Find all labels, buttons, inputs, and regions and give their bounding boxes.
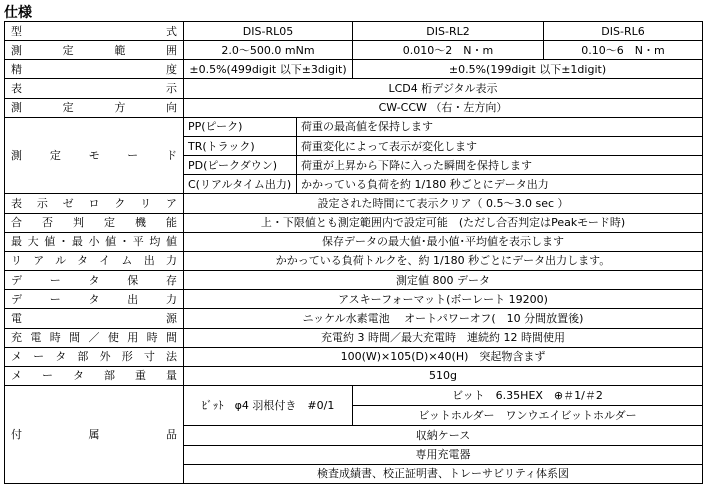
table-row bbox=[5, 79, 703, 98]
spec-label: 測定範囲 bbox=[5, 41, 184, 60]
spec-value: かかっている負荷トルクを、約 1/180 秒ごとにデータ出力します。 bbox=[184, 251, 703, 270]
table-row bbox=[5, 60, 703, 79]
spec-label: 最大値･最小値･平均値 bbox=[5, 232, 184, 251]
spec-value: 2.0～500.0 mNm bbox=[184, 41, 353, 60]
spec-value: アスキーフォーマット(ボーレート 19200) bbox=[184, 290, 703, 309]
spec-label: データ出力 bbox=[5, 290, 184, 309]
spec-value: CW-CCW （右・左方向） bbox=[184, 98, 703, 117]
spec-value: 510g bbox=[184, 366, 703, 385]
table-row bbox=[5, 385, 703, 405]
table-row bbox=[5, 22, 703, 41]
accessory-item: ビットホルダー ワンウエイビットホルダー bbox=[353, 406, 703, 426]
accessory-item: 専用充電器 bbox=[184, 445, 703, 464]
mode-desc: 荷重が上昇から下降に入った瞬間を保持します bbox=[297, 156, 703, 175]
spec-value: 上・下限値とも測定範囲内で設定可能 (ただし合否判定はPeakモード時) bbox=[184, 213, 703, 232]
spec-value: 100(W)×105(D)×40(H) 突起物含まず bbox=[184, 347, 703, 366]
mode-name: PP(ピーク) bbox=[184, 117, 297, 136]
spec-table bbox=[4, 21, 703, 484]
spec-value: 設定された時間にて表示クリア（ 0.5～3.0 sec ） bbox=[184, 194, 703, 213]
spec-label: メータ部重量 bbox=[5, 366, 184, 385]
mode-name: TR(トラック) bbox=[184, 136, 297, 155]
table-row bbox=[5, 290, 703, 309]
spec-value: DIS-RL2 bbox=[353, 22, 544, 41]
mode-name: C(リアルタイム出力) bbox=[184, 175, 297, 194]
spec-label: 合否判定機能 bbox=[5, 213, 184, 232]
spec-value: ±0.5%(199digit 以下±1digit) bbox=[353, 60, 703, 79]
spec-value: ±0.5%(499digit 以下±3digit) bbox=[184, 60, 353, 79]
spec-value: DIS-RL05 bbox=[184, 22, 353, 41]
mode-desc: かかっている負荷を約 1/180 秒ごとにデータ出力 bbox=[297, 175, 703, 194]
table-row bbox=[5, 194, 703, 213]
table-row bbox=[5, 366, 703, 385]
bit-group: ﾋﾞｯﾄ φ4 羽根付き #0/1 bbox=[184, 385, 353, 425]
spec-label: 表示 bbox=[5, 79, 184, 98]
mode-name: PD(ピークダウン) bbox=[184, 156, 297, 175]
spec-value: 充電約 3 時間／最大充電時 連続約 12 時間使用 bbox=[184, 328, 703, 347]
table-row bbox=[5, 41, 703, 60]
spec-label: 精度 bbox=[5, 60, 184, 79]
spec-label: 測定方向 bbox=[5, 98, 184, 117]
spec-value: ニッケル水素電池 オートパワーオフ( 10 分間放置後) bbox=[184, 309, 703, 328]
accessory-item: 収納ケース bbox=[184, 426, 703, 445]
spec-label: リアルタイム出力 bbox=[5, 251, 184, 270]
table-row bbox=[5, 328, 703, 347]
table-row bbox=[5, 309, 703, 328]
page-title: 仕様 bbox=[4, 5, 32, 21]
spec-label: 付属品 bbox=[5, 385, 184, 483]
spec-label: データ保存 bbox=[5, 271, 184, 290]
spec-value: LCD4 桁デジタル表示 bbox=[184, 79, 703, 98]
spec-label: 型式 bbox=[5, 22, 184, 41]
spec-label: 測定モード bbox=[5, 117, 184, 194]
table-row bbox=[5, 251, 703, 270]
table-row bbox=[5, 213, 703, 232]
spec-value: 0.010～2 N・m bbox=[353, 41, 544, 60]
table-row bbox=[5, 117, 703, 136]
accessory-item: ビット 6.35HEX ⊕＃1/＃2 bbox=[353, 385, 703, 405]
accessory-item: 検査成績書、校正証明書、トレーサビリティ体系図 bbox=[184, 464, 703, 483]
table-row bbox=[5, 98, 703, 117]
spec-value: 保存データの最大値･最小値･平均値を表示します bbox=[184, 232, 703, 251]
spec-value: 測定値 800 データ bbox=[184, 271, 703, 290]
table-row bbox=[5, 271, 703, 290]
table-row bbox=[5, 232, 703, 251]
spec-value: DIS-RL6 bbox=[544, 22, 703, 41]
spec-label: 表示ゼロクリア bbox=[5, 194, 184, 213]
table-row bbox=[5, 347, 703, 366]
spec-label: メータ部外形寸法 bbox=[5, 347, 184, 366]
spec-label: 電源 bbox=[5, 309, 184, 328]
spec-label: 充電時間／使用時間 bbox=[5, 328, 184, 347]
mode-desc: 荷重変化によって表示が変化します bbox=[297, 136, 703, 155]
mode-desc: 荷重の最高値を保持します bbox=[297, 117, 703, 136]
spec-value: 0.10～6 N・m bbox=[544, 41, 703, 60]
